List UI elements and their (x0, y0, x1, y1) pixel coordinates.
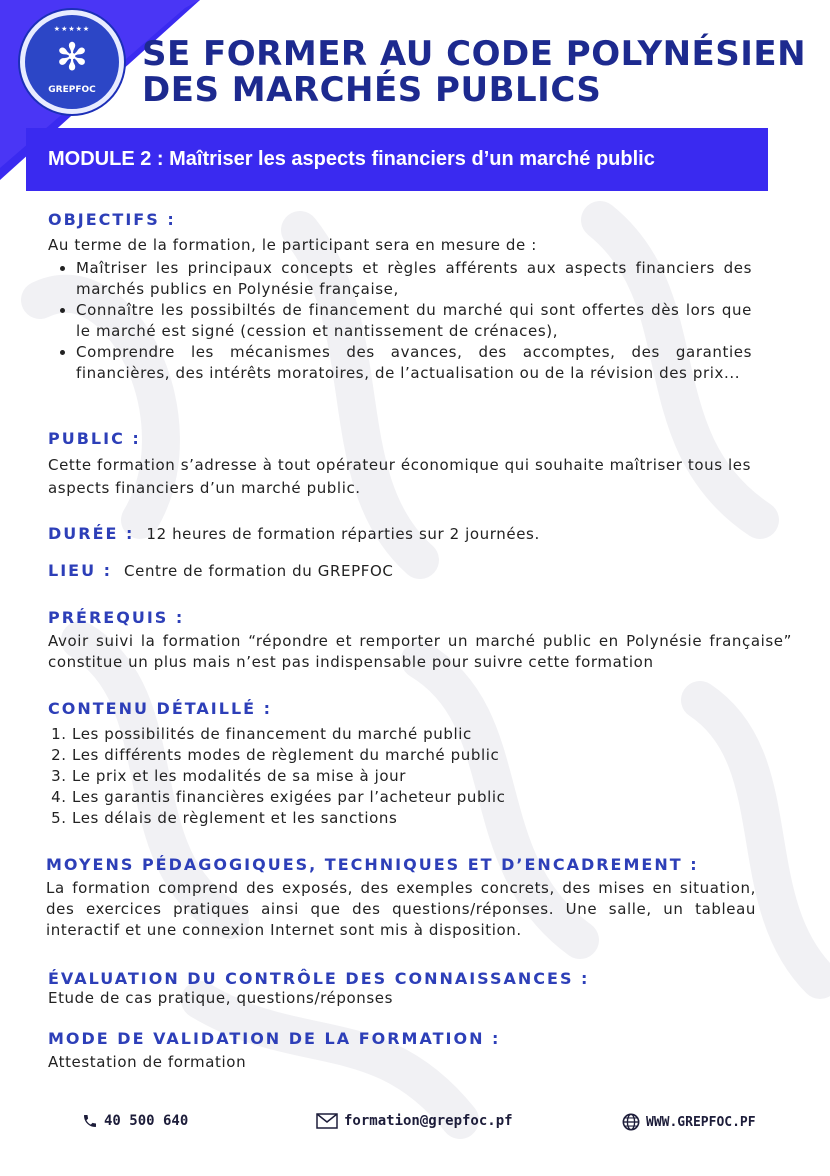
list-item: 3. Le prix et les modalités de sa mise à jour (72, 766, 792, 787)
section-lieu (48, 561, 792, 582)
stars-icon: ★★★★★ (53, 25, 91, 33)
page-title (142, 36, 806, 108)
list-item: • Maîtriser les principaux concepts et règles afférents aux aspects financiers des marchés publics en Polynésie française, (76, 258, 752, 300)
flower-emblem-icon: ✻ (56, 35, 88, 79)
duree-heading: DURÉE : (48, 524, 135, 543)
section-duree (48, 524, 792, 545)
footer (0, 1113, 830, 1137)
list-item: • Connaître les possibiltés de financement du marché qui sont offertes dès lors que le marché est signé (cession et nantissement de crénaces), (76, 300, 752, 342)
website-url: WWW.GREPFOC.PF (646, 1114, 756, 1130)
logo-name: GREPFOC (48, 85, 96, 95)
section-moyens (46, 855, 756, 941)
list-item: 2. Les différents modes de règlement du marché public (72, 745, 792, 766)
section-objectifs (48, 210, 792, 384)
evaluation-text: Etude de cas pratique, questions/réponses (48, 989, 394, 1007)
public-text: Cette formation s’adresse à tout opérateur économique qui souhaite maîtriser tous les aspects financiers d’un marché public. (48, 456, 752, 497)
duree-text: 12 heures de formation réparties sur 2 journées. (146, 525, 540, 543)
module-banner (26, 128, 768, 191)
globe-icon (622, 1113, 640, 1131)
grepfoc-logo (20, 10, 124, 114)
title-line-2: DES MARCHÉS PUBLICS (142, 70, 602, 110)
list-item: 1. Les possibilités de financement du marché public (72, 724, 792, 745)
validation-text: Attestation de formation (48, 1053, 247, 1071)
objectifs-heading: OBJECTIFS : (48, 210, 176, 229)
moyens-text: La formation comprend des exposés, des exemples concrets, des mises en situation, des exercices pratiques ainsi que des questions/réponses. Une salle, un tableau interactif et une connexion Internet sont mis à disposition. (46, 879, 756, 939)
public-heading: PUBLIC : (48, 429, 141, 448)
lieu-heading: LIEU : (48, 561, 113, 580)
module-title: MODULE 2 : Maîtriser les aspects financiers d’un marché public (48, 148, 655, 170)
footer-website[interactable] (622, 1113, 756, 1131)
moyens-heading: MOYENS PÉDAGOGIQUES, TECHNIQUES ET D’ENCADREMENT : (46, 855, 699, 874)
phone-icon (82, 1113, 98, 1129)
section-public (48, 429, 792, 500)
envelope-icon (316, 1113, 338, 1129)
section-evaluation (48, 969, 792, 1009)
prerequis-heading: PRÉREQUIS : (48, 608, 185, 627)
list-item: • Comprendre les mécanismes des avances, des accomptes, des garanties financières, des intérêts moratoires, de l’actualisation ou de la révision des prix... (76, 342, 752, 384)
objectifs-intro: Au terme de la formation, le participant sera en mesure de : (48, 236, 537, 254)
contenu-heading: CONTENU DÉTAILLÉ : (48, 699, 273, 718)
email-address: formation@grepfoc.pf (344, 1113, 513, 1129)
footer-email[interactable] (316, 1113, 513, 1129)
validation-heading: MODE DE VALIDATION DE LA FORMATION : (48, 1029, 501, 1048)
footer-phone[interactable] (82, 1113, 188, 1129)
list-item: 4. Les garantis financières exigées par l’acheteur public (72, 787, 792, 808)
prerequis-text: Avoir suivi la formation “répondre et remporter un marché public en Polynésie française” constitue un plus mais n’est pas indispensable pour suivre cette formation (48, 632, 792, 671)
evaluation-heading: ÉVALUATION DU CONTRÔLE DES CONNAISSANCES : (48, 969, 590, 988)
list-item: 5. Les délais de règlement et les sanctions (72, 808, 792, 829)
objectifs-list (48, 258, 752, 384)
lieu-text: Centre de formation du GREPFOC (124, 562, 394, 580)
section-prerequis (48, 608, 792, 673)
section-validation (48, 1029, 792, 1073)
phone-number: 40 500 640 (104, 1113, 189, 1129)
contenu-list (48, 724, 792, 829)
section-contenu (48, 699, 792, 829)
title-line-1: SE FORMER AU CODE POLYNÉSIEN (142, 34, 807, 74)
